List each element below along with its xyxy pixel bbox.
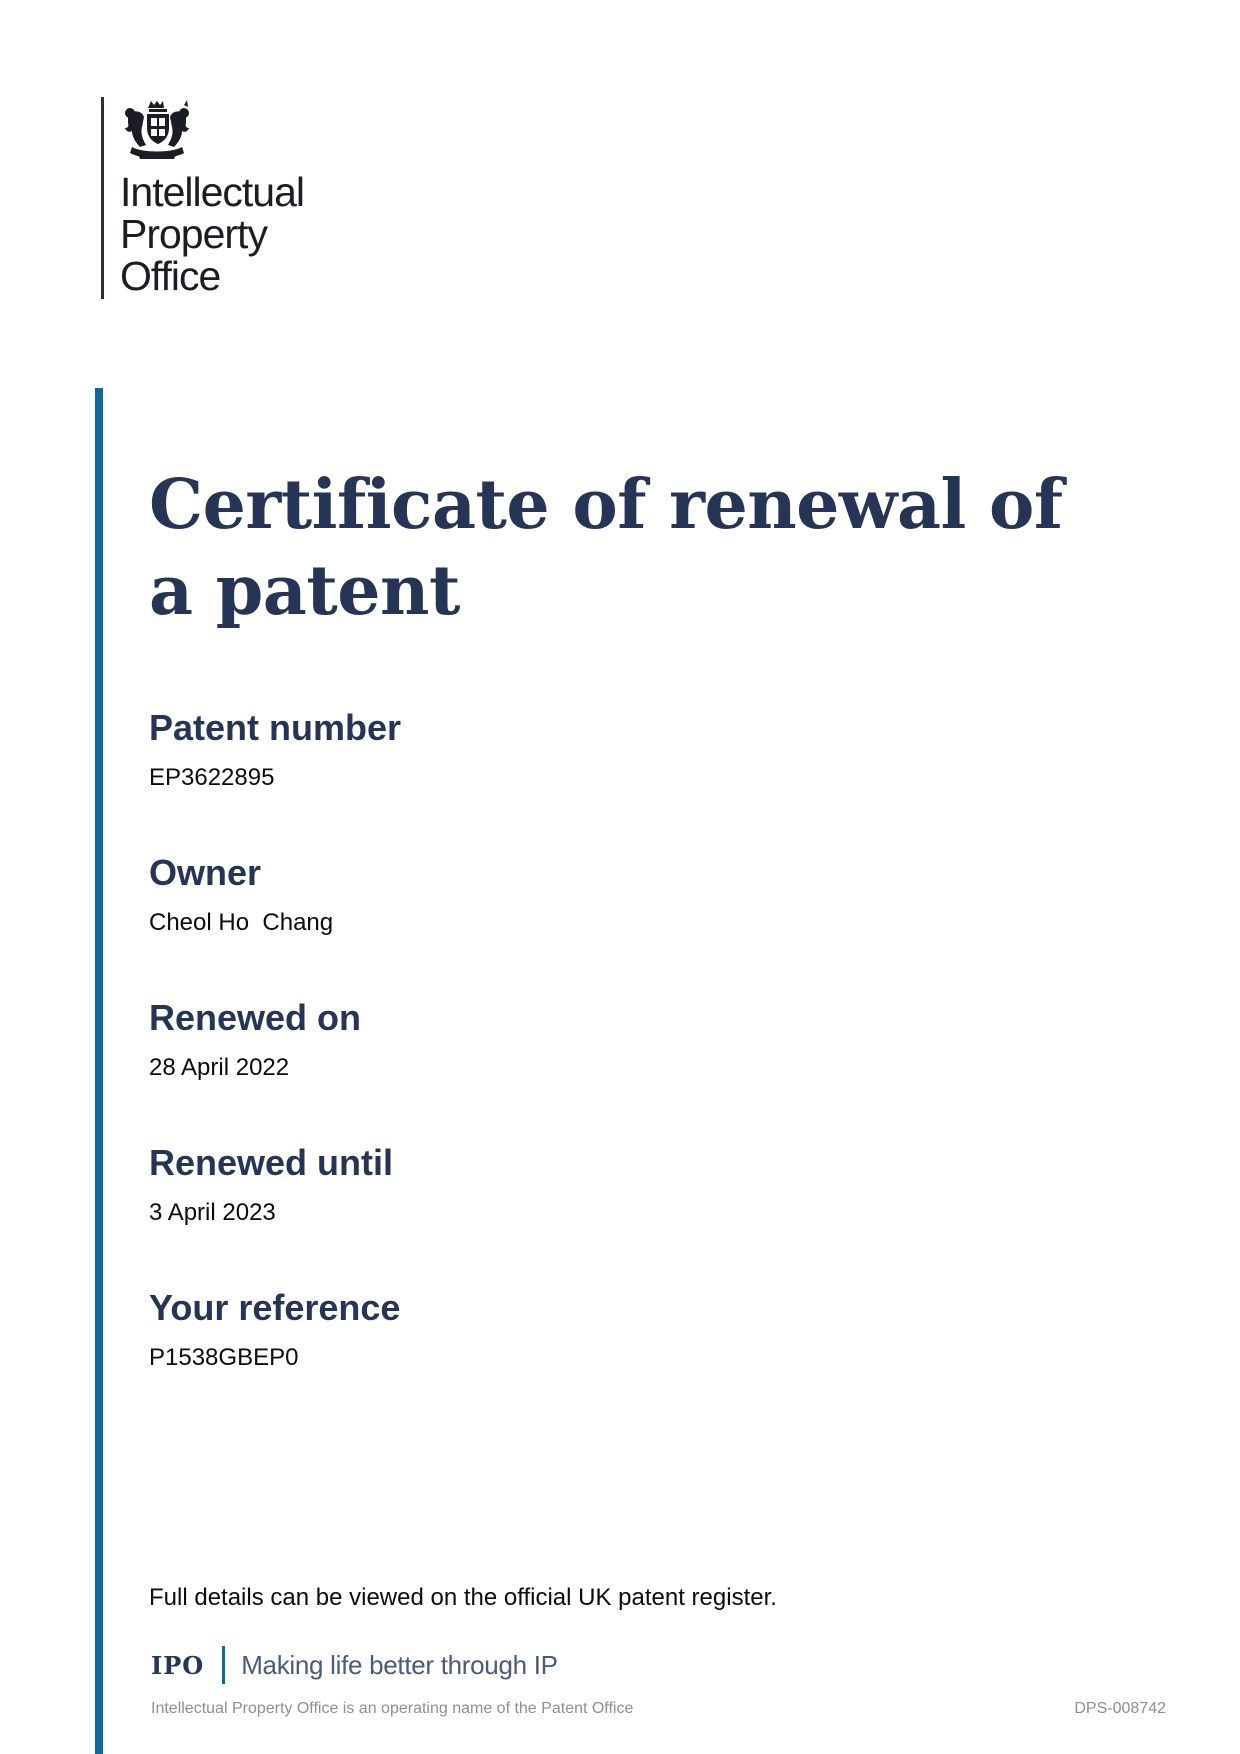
field-renewed-until [149,1141,1049,1286]
field-value: 3 April 2023 [149,1199,276,1226]
logo-line-3: Office [120,253,221,299]
certificate-title: Certificate of renewal of a patent [149,465,1063,631]
ipo-divider [222,1646,225,1684]
logo-line-2: Property [120,211,267,257]
field-label: Renewed on [149,997,362,1038]
field-your-reference [149,1286,1049,1431]
field-label: Your reference [149,1287,401,1328]
field-value: EP3622895 [149,764,275,791]
register-note: Full details can be viewed on the official UK patent register. [149,1584,777,1611]
field-label: Patent number [149,707,402,748]
logo-divider [101,97,104,299]
ipo-tagline: Making life better through IP [241,1649,558,1680]
logo-line-1: Intellectual [120,169,305,215]
field-patent-number [149,706,1049,851]
certificate-fields [149,706,1049,1431]
field-owner [149,851,1049,996]
field-label: Renewed until [149,1142,394,1183]
ipo-logo [101,97,331,302]
field-value: P1538GBEP0 [149,1344,299,1371]
royal-coat-of-arms-icon [118,99,196,161]
field-label: Owner [149,852,262,893]
field-renewed-on [149,996,1049,1141]
ipo-footer-brand [151,1645,558,1685]
field-value: 28 April 2022 [149,1054,290,1081]
ipo-mark: IPO [151,1650,205,1680]
operating-name-note: Intellectual Property Office is an operating name of the Patent Office [151,1700,634,1717]
accent-side-rule [95,388,103,1754]
logo-wordmark [120,171,304,297]
document-code: DPS-008742 [1074,1700,1166,1717]
field-value: Cheol Ho Chang [149,909,334,936]
